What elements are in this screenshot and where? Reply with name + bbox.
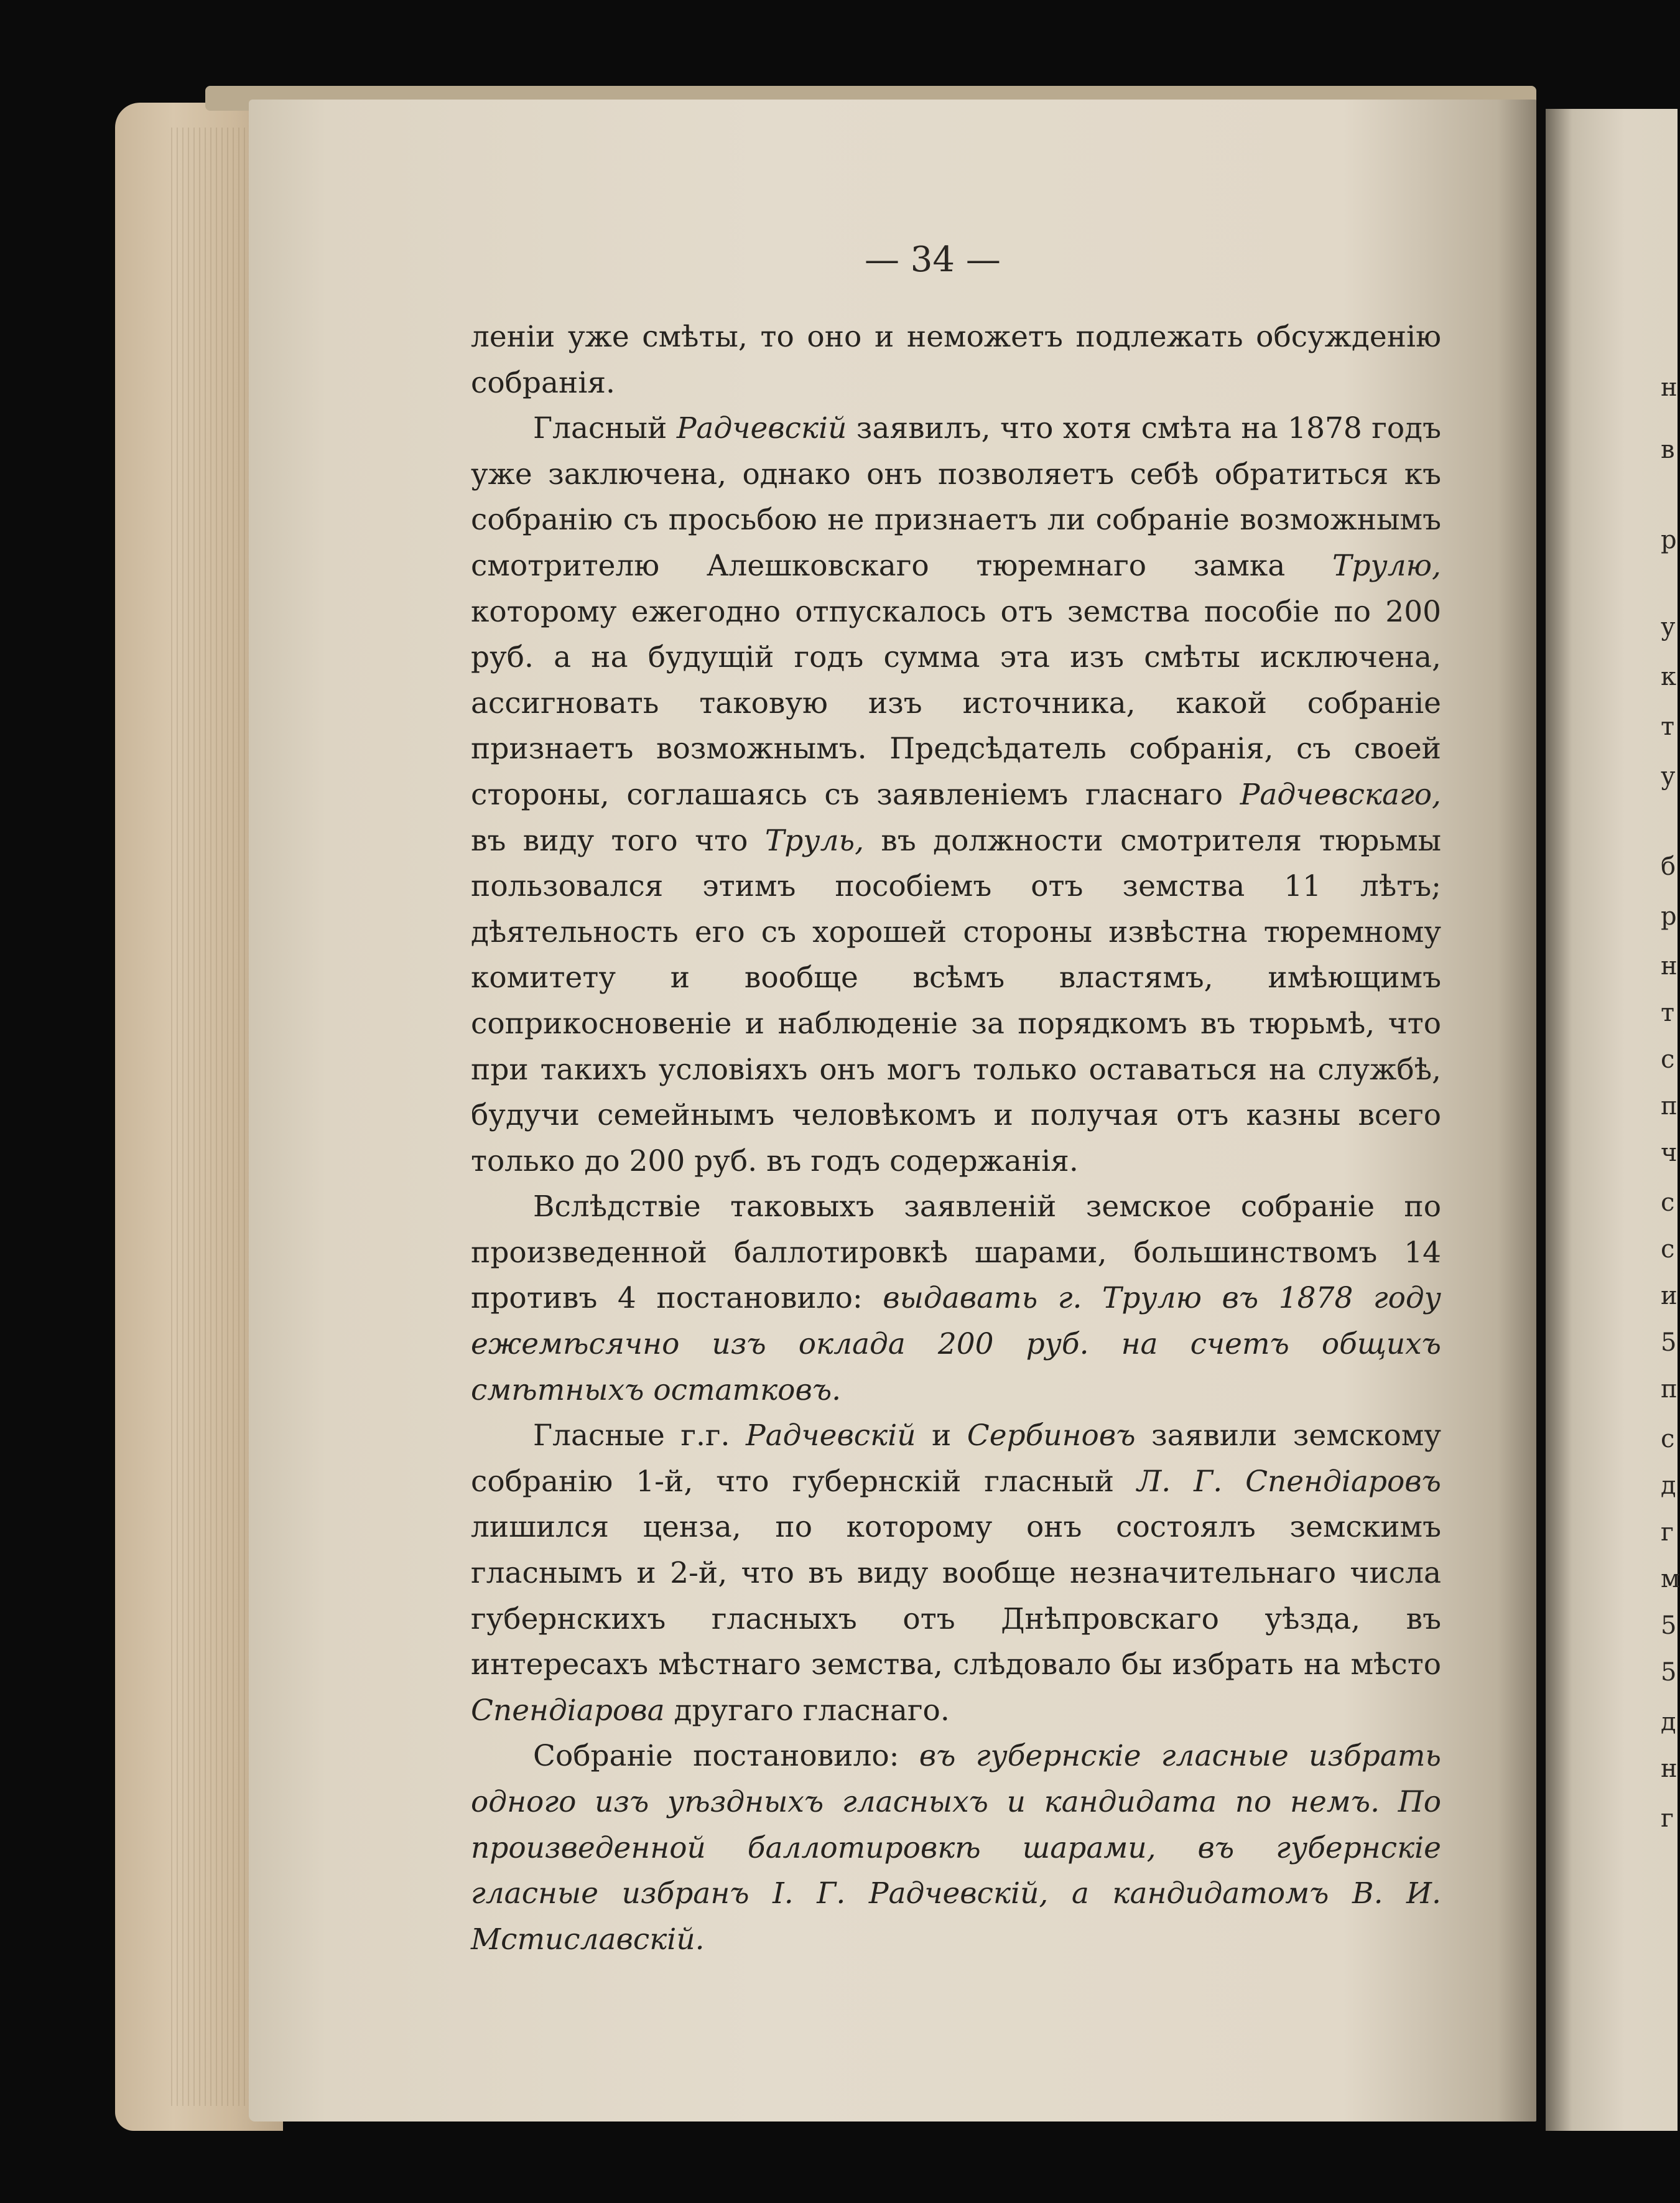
- facing-page: [1546, 109, 1678, 2131]
- facing-page-letter: с: [1661, 1235, 1675, 1264]
- paragraph-1: [471, 314, 1441, 406]
- italic-text: Радчевскій: [676, 411, 847, 446]
- facing-page-letter: с: [1661, 1425, 1675, 1453]
- text-run: лишился ценза, по которому онъ состоялъ земскимъ гласнымъ и 2-й, что въ виду вообще незначительнаго числа губернскихъ гласныхъ отъ Днѣпровскаго уѣзда, въ интересахъ мѣстнаго земства, слѣдовало бы избрать на мѣсто: [471, 1510, 1441, 1682]
- facing-page-letter: в: [1661, 435, 1675, 464]
- paragraph-2: [471, 406, 1441, 1184]
- facing-page-letter: ч: [1661, 1139, 1678, 1167]
- text-run: другаго гласнаго.: [664, 1693, 950, 1728]
- facing-page-letter: к: [1661, 663, 1676, 691]
- facing-page-letter: т: [1661, 999, 1675, 1027]
- facing-page-letter: 5: [1661, 1611, 1677, 1640]
- facing-page-letter: б: [1661, 852, 1676, 881]
- text-run: Вслѣдствіе таковыхъ заявленій земское собраніе по произведенной баллотировкѣ шарами, большинствомъ 14 противъ 4 постановило:: [471, 1190, 1441, 1316]
- paragraph-5: [471, 1733, 1441, 1962]
- text-run: заявили земскому собранію 1-й, что губернскій гласный: [471, 1418, 1441, 1499]
- facing-page-letter: н: [1661, 373, 1678, 402]
- text-run: которому ежегодно отпускалось отъ земства пособіе по 200 руб. а на будущій годъ сумма эта изъ смѣты исключена, ассигновать таковую изъ источника, какой собраніе признаетъ возможнымъ. Предсѣдатель собранія, съ своей стороны, соглашаясь съ заявленіемъ гласнаго: [471, 594, 1441, 812]
- text-run: леніи уже смѣты, то оно и неможетъ подлежать обсужденію собранія.: [471, 320, 1441, 400]
- facing-page-letter: п: [1661, 1092, 1678, 1120]
- text-run: и: [916, 1418, 967, 1453]
- facing-page-letter: у: [1661, 762, 1676, 791]
- facing-page-letter: д: [1661, 1471, 1676, 1500]
- facing-page-letter: р: [1661, 902, 1677, 931]
- facing-page-letter: 5: [1661, 1328, 1677, 1357]
- text-run: въ виду того что: [471, 823, 765, 858]
- italic-text: въ губернскіе гласные избрать одного изъ уѣздныхъ гласныхъ и кандидата по немъ. По произведенной баллотировкѣ шарами, въ губернскіе гласные избранъ І. Г. Радчевскій, а кандидатомъ В. И. Мстиславскій.: [471, 1739, 1442, 1957]
- facing-page-letter: с: [1661, 1188, 1675, 1217]
- italic-text: Радчевскій: [745, 1418, 916, 1453]
- facing-page-letter: п: [1661, 1375, 1678, 1404]
- facing-page-letter: д: [1661, 1708, 1676, 1736]
- facing-page-letter: и: [1661, 1282, 1678, 1310]
- text-run: заявилъ, что хотя смѣта на 1878 годъ уже заключена, однако онъ позволяетъ себѣ обратиться къ собранію съ просьбою не признаетъ ли собраніе возможнымъ смотрителю Алешковскаго тюремнаго замка: [471, 411, 1441, 583]
- italic-text: Труль,: [764, 823, 865, 858]
- text-run: Гласный: [533, 411, 677, 446]
- italic-text: Сербиновъ: [967, 1418, 1136, 1453]
- facing-page-letter: с: [1661, 1045, 1675, 1074]
- facing-page-letter: н: [1661, 952, 1678, 980]
- facing-page-letter: у: [1661, 613, 1676, 641]
- italic-text: Спендіарова: [471, 1693, 665, 1728]
- text-run: Собраніе постановило:: [533, 1739, 919, 1774]
- italic-text: Л. Г. Спендіаровъ: [1137, 1464, 1441, 1499]
- page-number: — 34 —: [865, 240, 1001, 280]
- italic-text: Радчевскаго,: [1240, 777, 1441, 812]
- italic-text: выдавать г. Трулю въ 1878 году ежемѣсячно изъ оклада 200 руб. на счетъ общихъ смѣтныхъ остатковъ.: [471, 1281, 1441, 1407]
- paragraph-3: [471, 1184, 1441, 1413]
- facing-page-letter: р: [1661, 526, 1677, 554]
- paragraph-4: [471, 1413, 1441, 1733]
- facing-page-letter: н: [1661, 1754, 1678, 1783]
- facing-page-letter: м: [1661, 1565, 1680, 1593]
- facing-page-letter: т: [1661, 712, 1675, 741]
- page-text: [471, 314, 1441, 1962]
- text-run: въ должности смотрителя тюрьмы пользовался этимъ пособіемъ отъ земства 11 лѣтъ; дѣятельность его съ хорошей стороны извѣстна тюремному комитету и вообще всѣмъ властямъ, имѣющимъ соприкосновеніе и наблюденіе за порядкомъ въ тюрьмѣ, что при такихъ условіяхъ онъ могъ только оставаться на службѣ, будучи семейнымъ человѣкомъ и получая отъ казны всего только до 200 руб. въ годъ содержанія.: [471, 823, 1442, 1178]
- facing-page-letter: г: [1661, 1518, 1674, 1547]
- text-run: Гласные г.г.: [533, 1418, 746, 1453]
- facing-page-letter: г: [1661, 1804, 1674, 1833]
- facing-page-letter: 5: [1661, 1658, 1677, 1687]
- italic-text: Трулю,: [1332, 548, 1441, 583]
